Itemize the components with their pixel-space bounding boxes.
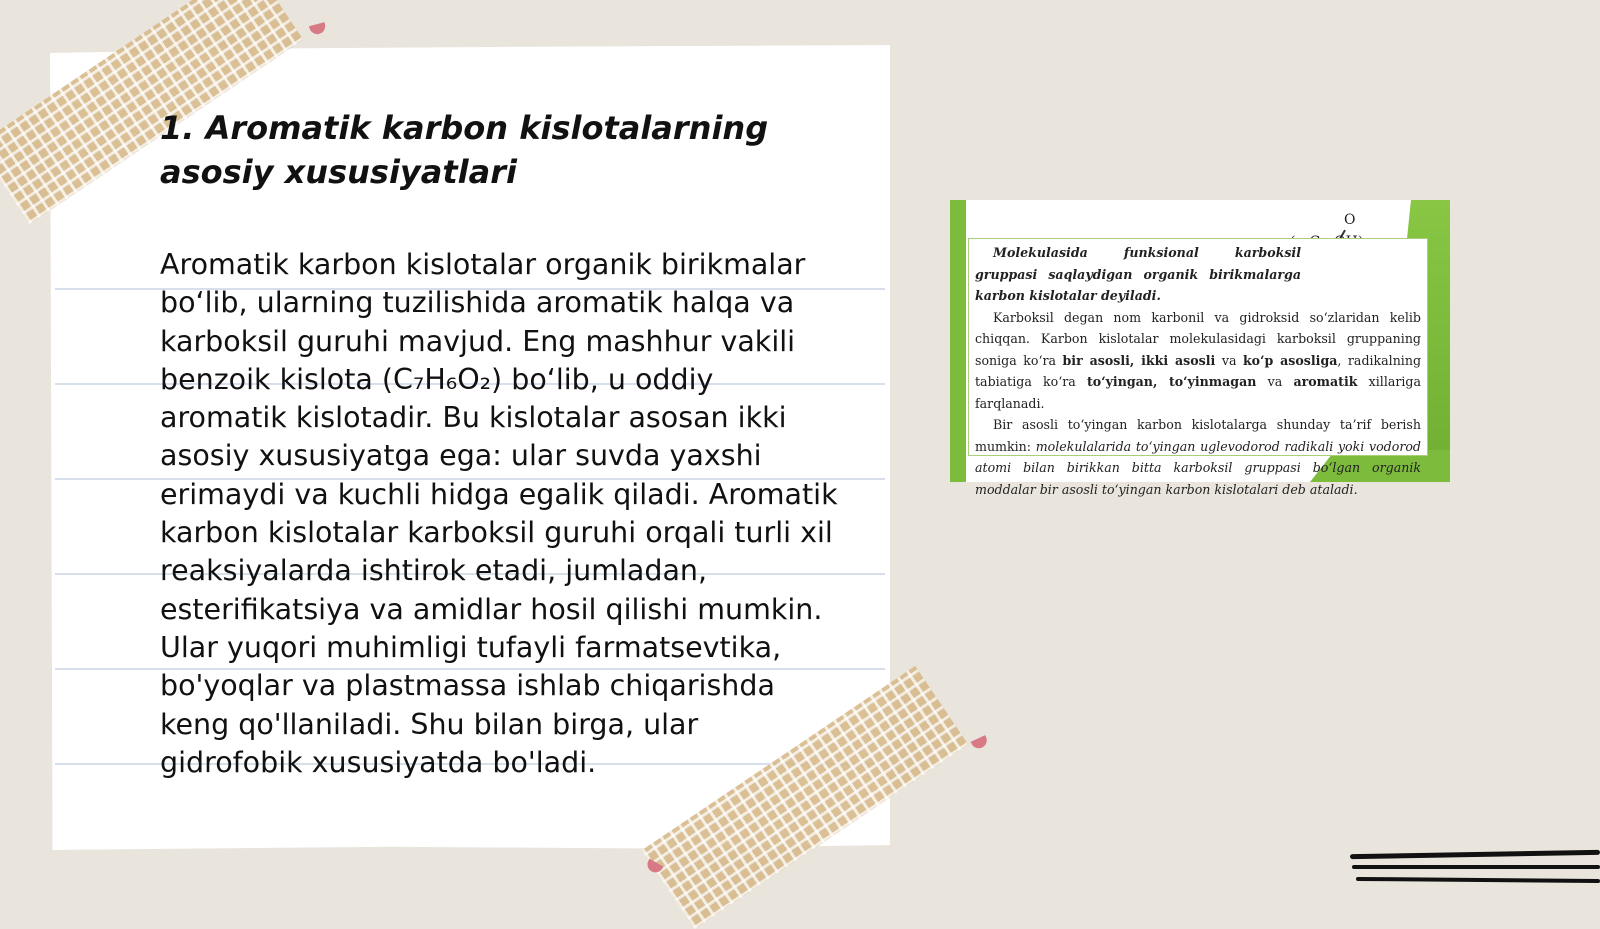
- excerpt-bold: bir asosli, ikki asosli: [1062, 352, 1216, 368]
- excerpt-bold: ko‘p asosliga: [1242, 352, 1338, 368]
- pin-decoration: [971, 735, 990, 751]
- excerpt-card: [968, 238, 1428, 497]
- excerpt-text: xillariga farqlanadi.: [975, 374, 1421, 411]
- excerpt-text: Karboksil degan nom karbonil va gidroksid so‘zlaridan kelib chiqqan. Karbon kislotalar molekulasidagi karboksil gruppaning soniga ko‘ra: [975, 309, 1421, 368]
- excerpt-text: va: [1256, 374, 1294, 389]
- excerpt-bold: aromatik: [1293, 374, 1358, 389]
- figure-green-border: [950, 200, 966, 482]
- excerpt-text: va: [1215, 352, 1243, 368]
- excerpt-paragraph: [975, 414, 1421, 500]
- excerpt-italic: molekulalarida to‘yingan uglevodorod radikali yoki vodorod atomi bilan birikkan bitta karboksil gruppasi bo‘lgan organik moddalar bir asosli to‘yingan karbon kislotalari deb ataladi.: [975, 438, 1421, 497]
- slide-title: 1. Aromatik karbon kislotalarning asosiy xususiyatlari: [160, 109, 769, 191]
- formula-oxygen: O: [1344, 212, 1356, 228]
- excerpt-paragraph: [975, 242, 1421, 307]
- brush-stroke-decoration: [1356, 877, 1600, 883]
- excerpt-definition: Molekulasida funksional karboksil gruppasi saqlaydigan organik birikmalarga karbon kislotalar deyiladi.: [975, 245, 1301, 303]
- slide-body-text: Aromatik karbon kislotalar organik birikmalar bo‘lib, ularning tuzilishida aromatik halqa va karboksil guruhi mavjud. Eng mashhur vakili benzoik kislota (C₇H₆O₂) bo‘lib, u oddiy aromatik kislotadir. Bu kislotalar asosan ikki asosiy xususiyatga ega: ular suvda yaxshi erimaydi va kuchli hidga egalik qiladi. Aromatik karbon kislotalar karboksil guruhi orqali turli xil reaksiyalarda ishtirok etadi, jumladan, esterifikatsiya va amidlar hosil qilishi mumkin. Ular yuqori muhimligi tufayli farmatsevtika, bo'yoqlar va plastmassa ishlab chiqarishda keng qo'llaniladi. Shu bilan birga, ular gidrofobik xususiyatda bo'ladi.: [160, 248, 838, 779]
- brush-stroke-decoration: [1350, 850, 1600, 859]
- textbook-excerpt-image: [950, 200, 1450, 497]
- pin-decoration: [309, 22, 327, 36]
- excerpt-text: , radikalning tabiatiga ko‘ra: [975, 352, 1422, 389]
- excerpt-text: Bir asosli to‘yingan karbon kislotalarga shunday ta’rif berish mumkin:: [975, 417, 1421, 454]
- brush-stroke-decoration: [1352, 865, 1600, 869]
- excerpt-bold: to‘yingan, to‘yinmagan: [1086, 374, 1257, 389]
- excerpt-paragraph: [975, 307, 1421, 415]
